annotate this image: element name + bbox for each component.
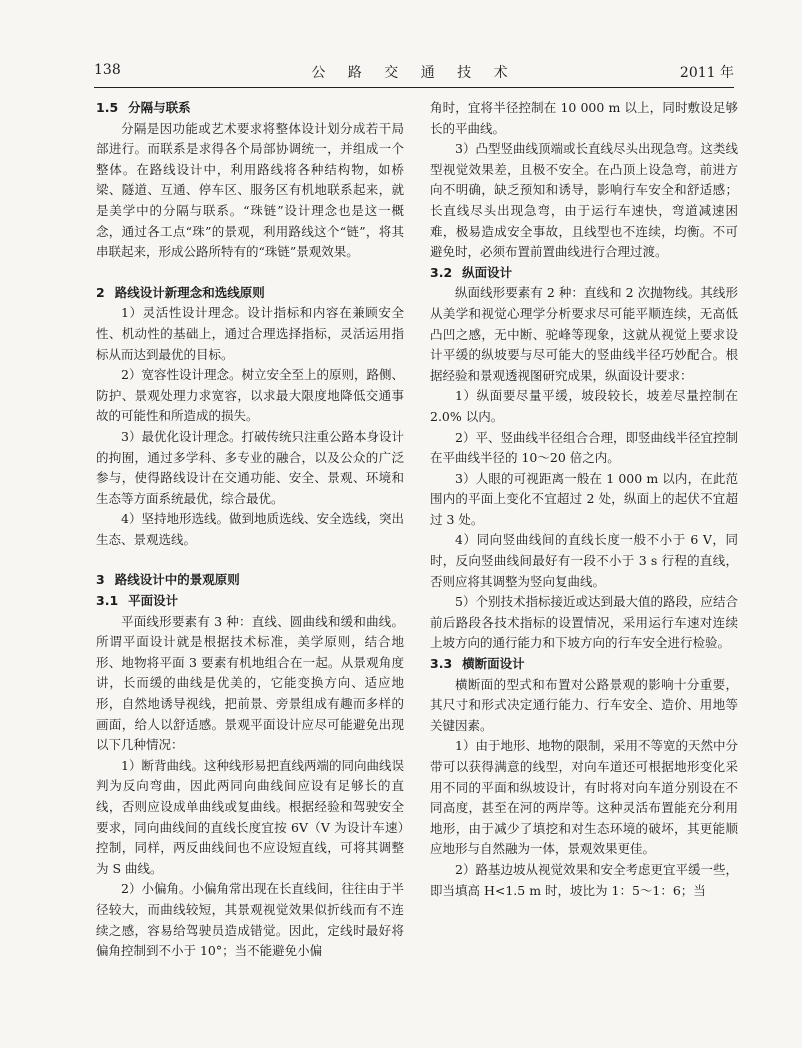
paragraph: 1）断背曲线。这种线形易把直线两端的同向曲线误判为反向弯曲，因此两同向曲线间应设有足够长的直线，否则应设成单曲线或复曲线。根据经验和驾驶安全要求，同向曲线间的直线长度宜按 6V（V 为设计车速）控制，同样，两反曲线间也不应设短直线，可将其调整为 S 曲线。 (96, 757, 404, 876)
left-column (96, 98, 404, 962)
paragraph: 2）宽容性设计理念。树立安全至上的原则，路侧、防护、景观处理力求宽容，以求最大限度地降低交通事故的可能性和所造成的损失。 (96, 367, 404, 424)
paragraph: 2）小偏角。小偏角常出现在长直线间，往往由于半径较大，而曲线较短，其景观视觉效果似折线而有不连续之感，容易给驾驶员造成错觉。因此，定线时最好将偏角控制到不小于 10°；当不能避免小偏 (96, 881, 404, 959)
section-3-2-heading: 3.2 纵面设计 (430, 264, 513, 280)
paragraph: 4）同向竖曲线间的直线长度一般不小于 6 V，同时，反向竖曲线间最好有一段不小于 3 s 行程的直线，否则应将其调整为竖向复曲线。 (430, 532, 738, 589)
journal-title: 公 路 交 通 技 术 (311, 65, 517, 81)
paragraph: 平面线形要素有 3 种：直线、圆曲线和缓和曲线。所谓平面设计就是根据技术标准，美学原则，结合地形、地物将平面 3 要素有机地组合在一起。从景观角度讲，长而缓的曲线是优美的，它能变换方向、适应地形，自然地诱导视线，把前景、旁景组成有趣而多样的画面，给人以舒适感。景观平面设计应尽可能避免出现以下几种情况： (96, 613, 404, 753)
section-3-heading: 3 路线设计中的景观原则 (96, 572, 240, 588)
paragraph: 2）路基边坡从视觉效果和安全考虑更宜平缓一些，即当填高 H<1.5 m 时，坡比为 1：5～1：6；当 (430, 861, 738, 898)
paragraph: 5）个别技术指标接近或达到最大值的路段，应结合前后路段各技术指标的设置情况，采用运行车速对连续上坡方向的通行能力和下坡方向的行车安全进行检验。 (430, 594, 738, 651)
paragraph: 4）坚持地形选线。做到地质选线、安全选线，突出生态、景观选线。 (96, 511, 404, 547)
paragraph: 1）纵面要尽量平缓，坡段较长，坡差尽量控制在 2.0% 以内。 (430, 388, 738, 424)
section-gap (96, 263, 404, 283)
section-3-1-heading: 3.1 平面设计 (96, 593, 179, 609)
paragraph: 3）凸型竖曲线顶端或长直线尽头出现急弯。这类线型视觉效果差，且极不安全。在凸顶上设急弯，前进方向不明确，缺乏预知和诱导，影响行车安全和舒适感；长直线尽头出现急弯，由于运行车速快，弯道减速困难，极易造成安全事故，且线型也不连续，均衡。不可避免时，必须布置前置曲线进行合理过渡。 (430, 141, 738, 260)
paragraph: 3）人眼的可视距离一般在 1 000 m 以内，在此范围内的平面上变化不宜超过 2 处，纵面上的起伏不宜超过 3 处。 (430, 470, 738, 527)
paragraph: 2）平、竖曲线半径组合合理，即竖曲线半径宜控制在平曲线半径的 10～20 倍之内。 (430, 429, 738, 466)
paragraph: 1）灵活性设计理念。设计指标和内容在兼顾安全性、机动性的基础上，通过合理选择指标，灵活运用指标从而达到最优的目标。 (96, 305, 404, 362)
running-header (94, 62, 734, 84)
right-column (430, 98, 738, 901)
paragraph: 纵面线形要素有 2 种：直线和 2 次抛物线。其线形从美学和视觉心理学分析要求尽可能平顺连续，无高低凸凹之感，无中断、驼峰等现象，这就从视觉上要求设计平缓的纵坡要与尽可能大的竖曲线半径巧妙配合。根据经验和景观透视图研究成果，纵面设计要求： (430, 285, 738, 383)
section-2-heading: 2 路线设计新理念和选线原则 (96, 284, 265, 300)
paragraph-continued: 角时，宜将半径控制在 10 000 m 以上，同时敷设足够长的平曲线。 (430, 100, 738, 136)
issue-year: 2011 年 (679, 65, 734, 81)
paragraph: 1）由于地形、地物的限制，采用不等宽的天然中分带可以获得满意的线型，对向车道还可根据地形变化采用不同的平面和纵坡设计，有时将对向车道分别设在不同高度，甚至在河的两岸等。这种灵活布置能充分利用地形，由于减少了填挖和对生态环境的破坏，其更能顺应地形与自然融为一体，景观效果更佳。 (430, 738, 738, 857)
paragraph: 横断面的型式和布置对公路景观的影响十分重要，其尺寸和形式决定通行能力、行车安全、造价、用地等关键因素。 (430, 676, 738, 733)
section-gap (96, 550, 404, 570)
page-number: 138 (94, 62, 121, 78)
paragraph: 分隔是因功能或艺术要求将整体设计划分成若干局部进行。而联系是求得各个局部协调统一，并组成一个整体。在路线设计中，利用路线将各种结构物，如桥梁、隧道、互通、停车区、服务区有机地联系起来，就是美学中的分隔与联系。“珠链”设计理念也是这一概念，通过各工点“珠”的景观，利用路线这个“链”，将其串联起来，形成公路所特有的“珠链”景观效果。 (96, 120, 404, 260)
section-1-5-heading: 1.5 分隔与联系 (96, 100, 191, 115)
header-rule (94, 87, 734, 88)
paragraph: 3）最优化设计理念。打破传统只注重公路本身设计的拘囿，通过多学科、多专业的融合，以及公众的广泛参与，使得路线设计在交通功能、安全、景观、环境和生态等方面系统最优，综合最优。 (96, 428, 404, 506)
section-3-3-heading: 3.3 横断面设计 (430, 656, 525, 672)
